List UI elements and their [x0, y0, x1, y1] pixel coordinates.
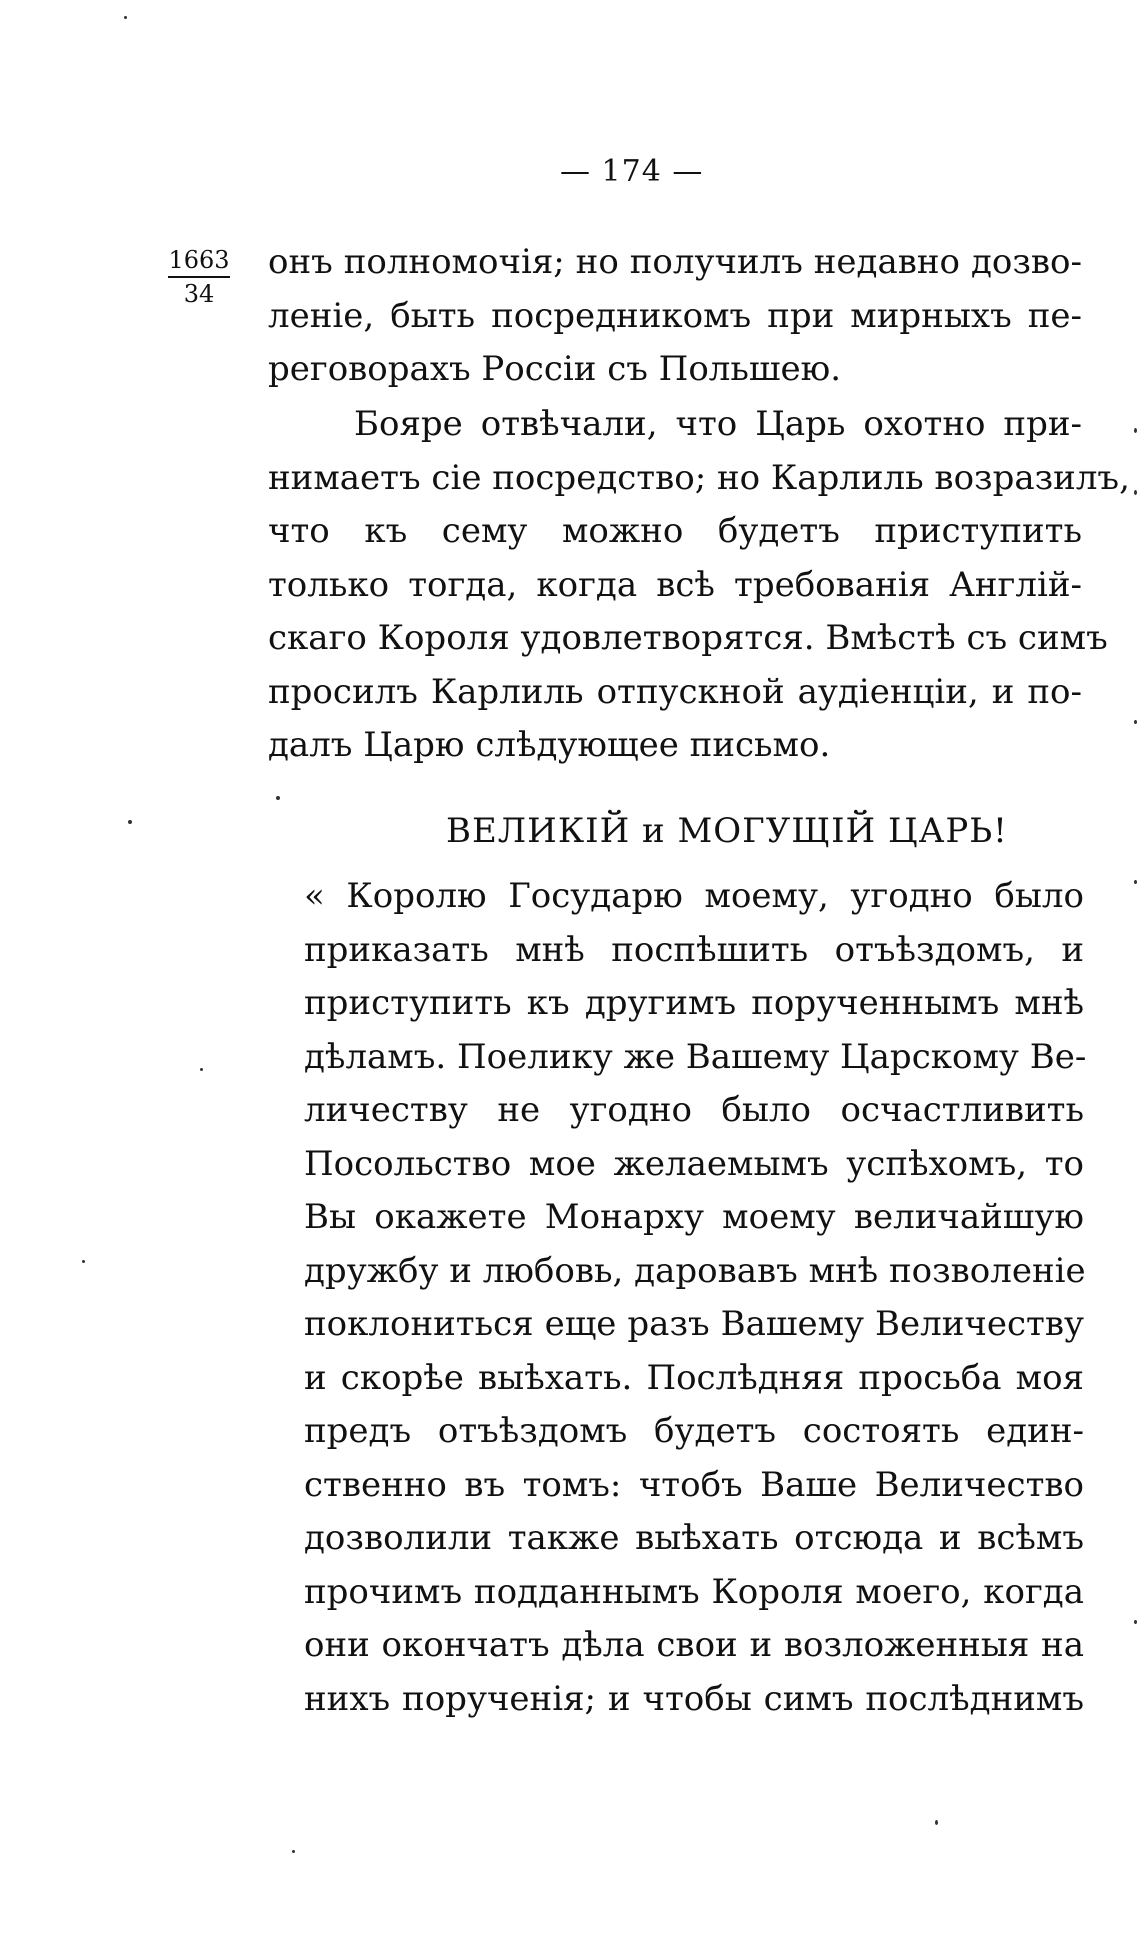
page-number: — 174 —: [560, 154, 704, 189]
scan-speck: [1134, 428, 1137, 433]
scan-speck: [292, 1850, 295, 1853]
text-line: Бояре отвѣчали, что Царь охотно при-: [354, 404, 1082, 444]
letter-line: « Королю Государю моему, угодно было: [304, 876, 1084, 916]
scan-speck: [124, 16, 127, 19]
letter-body: [304, 870, 1087, 1726]
text-line: далъ Царю слѣдующее письмо.: [268, 725, 831, 765]
letter-line: Посольство мое желаемымъ успѣхомъ, то: [304, 1143, 1084, 1184]
letter-line: они окончатъ дѣла свои и возложенныя на: [304, 1625, 1084, 1665]
letter-salutation: ВЕЛИКІЙ и МОГУЩІЙ ЦАРЬ!: [446, 811, 1008, 851]
letter-line: дозволили также выѣхать отсюда и всѣмъ: [304, 1518, 1084, 1558]
letter-line: Вы окажете Монарху моему величайшую: [304, 1197, 1084, 1237]
paragraph-1: [268, 236, 1082, 397]
paragraph-2: [268, 398, 1130, 773]
margin-date-note: [168, 246, 230, 308]
letter-line: нихъ порученія; и чтобы симъ послѣднимъ: [304, 1678, 1084, 1719]
scan-speck: [1134, 880, 1137, 884]
letter-line: и скорѣе выѣхать. Послѣдняя просьба моя: [304, 1357, 1084, 1398]
letter-line: ственно въ томъ: чтобъ Ваше Величество: [304, 1464, 1084, 1505]
margin-day: 34: [183, 280, 215, 308]
letter-line: дружбу и любовь, даровавъ мнѣ позволеніе: [304, 1250, 1086, 1291]
text-line: что къ сему можно будетъ приступить: [268, 511, 1082, 551]
margin-year: 1663: [168, 246, 230, 278]
scan-speck: [82, 1260, 85, 1263]
text-line: только тогда, когда всѣ требованія Англій-: [268, 564, 1082, 605]
scan-speck: [200, 1068, 203, 1071]
text-line: просилъ Карлиль отпускной аудіенціи, и по-: [268, 671, 1082, 712]
letter-line: дѣламъ. Поелику же Вашему Царскому Ве-: [304, 1036, 1087, 1077]
text-line: скаго Короля удовлетворятся. Вмѣстѣ съ симъ: [268, 618, 1108, 658]
letter-line: поклониться еще разъ Вашему Величеству: [304, 1304, 1084, 1344]
letter-line: приступить къ другимъ порученнымъ мнѣ: [304, 983, 1084, 1023]
letter-line: прочимъ подданнымъ Короля моего, когда: [304, 1571, 1084, 1612]
text-line: нимаетъ сіе посредство; но Карлиль возразилъ,: [268, 457, 1130, 498]
text-line: онъ полномочія; но получилъ недавно дозво-: [268, 242, 1082, 282]
scan-speck: [1134, 720, 1137, 724]
letter-line: личеству не угодно было осчастливить: [304, 1090, 1084, 1130]
scan-speck: [1134, 1620, 1137, 1624]
scan-speck: [128, 820, 132, 824]
scan-speck: [1134, 490, 1137, 495]
text-line: леніе, быть посредникомъ при мирныхъ пе-: [268, 295, 1082, 336]
letter-line: предъ отъѣздомъ будетъ состоять един-: [304, 1411, 1084, 1451]
scan-speck: [276, 796, 280, 800]
text-line: реговорахъ Россіи съ Польшею.: [268, 349, 842, 389]
letter-line: приказать мнѣ поспѣшить отъѣздомъ, и: [304, 929, 1084, 970]
scan-speck: [935, 1820, 938, 1825]
